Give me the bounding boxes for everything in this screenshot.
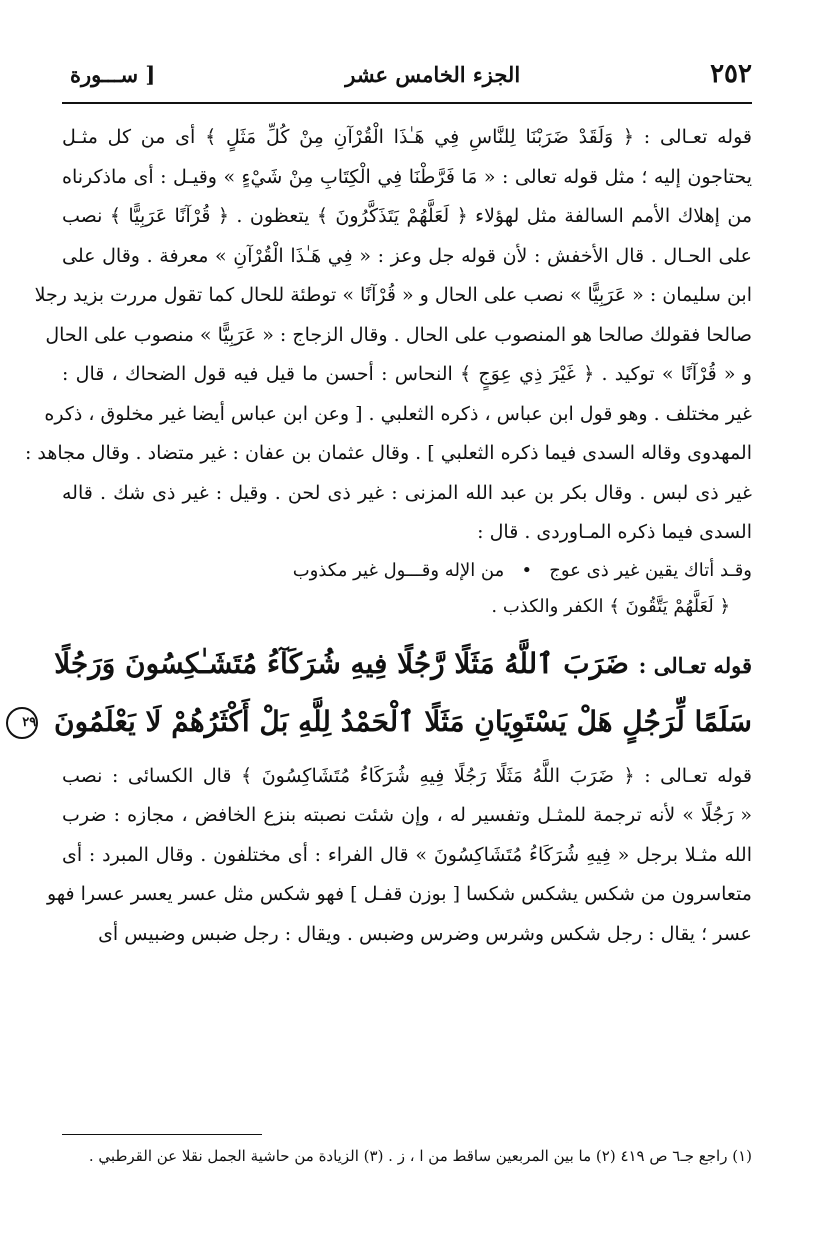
poem-hemistich-2: من الإله وقـــول غير مكذوب — [292, 559, 505, 581]
text-line: المهدوى وقاله السدى فيما ذكره الثعلبي ] . وقال عثمان بن عفان : غير متضاد . وقال مجاهد : — [24, 442, 752, 464]
text-line: ابن سليمان : « عَرَبِيًّا » نصب على الحال و « قُرْآنًا » توطئة للحال كما تقول مررت بزيد رجلا — [34, 284, 752, 306]
text-line: قوله تعـالى : ﴿ وَلَقَدْ ضَرَبْنَا لِلنَّاسِ فِي هَـٰذَا الْقُرْآنِ مِنْ كُلِّ مَثَلٍ ﴾ أى من كل مثـل — [62, 126, 752, 148]
page-body — [22, 118, 752, 954]
text-line: على الحـال . قال الأخفش : لأن قوله جل وعز : « فِي هَـٰذَا الْقُرْآنِ » معرفة . وقال على — [62, 244, 752, 267]
verse-text-2: سَلَمًا لِّرَجُلٍ هَلْ يَسْتَوِيَانِ مَثَلًا ٱلْحَمْدُ لِلَّهِ بَلْ أَكْثَرُهُمْ لَا يَعْلَمُونَ — [54, 704, 752, 738]
footnotes: (١) راجع جـ٦ ص ٤١٩ (٢) ما بين المربعين ساقط من ا ، ز . (٣) الزيادة من حاشية الجمل نقلا عن القرطبي . — [88, 1147, 752, 1165]
verse-text-1: ضَرَبَ ٱللَّهُ مَثَلًا رَّجُلًا فِيهِ شُرَكَآءُ مُتَشَـٰكِسُونَ وَرَجُلًا — [54, 646, 629, 680]
quran-verse-line-2 — [22, 693, 752, 751]
quran-verse-block — [22, 635, 752, 751]
text-line: متعاسرون من شكس يشكس شكسا [ بوزن قفـل ] فهو شكس مثل عسر يعسر عسرا فهو — [46, 883, 752, 905]
text-line: السدى فيما ذكره المـاوردى . قال : — [477, 521, 752, 543]
poem-hemistich-1: وقـد أتاك يقين غير ذى عوج — [549, 559, 752, 581]
book-page — [22, 0, 752, 1252]
page-number: ٢٥٢ — [710, 59, 752, 89]
verse-intro: قوله تعـالى : — [638, 652, 752, 678]
ayah-number-marker: ٢٩ — [6, 707, 38, 739]
text-line: قوله تعـالى : ﴿ ضَرَبَ اللَّهُ مَثَلًا رَجُلًا فِيهِ شُرَكَاءُ مُتَشَاكِسُونَ ﴾ قال الكسائى : نصب — [62, 764, 752, 787]
text-line: من إهلاك الأمم السالفة مثل لهؤلاء ﴿ لَعَلَّهُمْ يَتَذَكَّرُونَ ﴾ يتعظون . ﴿ قُرْآنًا عَرَبِيًّا ﴾ نصب — [62, 205, 752, 227]
text-line: غير ذى لبس . وقال بكر بن عبد الله المزنى : غير ذى لحن . وقيل : غير ذى شك . قاله — [62, 481, 752, 504]
text-line: صالحا فقولك صالحا هو المنصوب على الحال . وقال الزجاج : « عَرَبِيًّا » منصوب على الحال — [45, 323, 752, 346]
text-line: عسر ؛ يقال : رجل شكس وشرس وضرس وضبس . ويقال : رجل ضبس وضبيس أى — [98, 922, 752, 945]
text-line: « رَجُلًا » لأنه ترجمة للمثـل وتفسير له ، وإن شئت نصبته بنزع الخافض ، مجازه : ضرب — [62, 804, 752, 826]
commentary-block-1 — [24, 118, 752, 553]
text-line: غير مختلف . وهو قول ابن عباس ، ذكره الثعلبي . [ وعن ابن عباس أيضا غير مخلوق ، ذكره — [44, 402, 752, 425]
poem-after: ﴿ لَعَلَّهُمْ يَتَّقُونَ ﴾ الكفر والكذب . — [491, 595, 730, 617]
text-line: يحتاجون إليه ؛ مثل قوله تعالى : « مَا فَرَّطْنَا فِي الْكِتَابِ مِنْ شَيْءٍ » وقيـل : أى ماذكرناه — [62, 165, 752, 188]
poem-verse — [62, 553, 752, 589]
footnote-rule — [62, 1134, 262, 1135]
page-header — [62, 54, 752, 94]
surah-label: [ ســـورة — [70, 61, 156, 87]
header-rule — [62, 102, 752, 104]
quran-verse-line-1 — [54, 635, 752, 693]
commentary-block-2 — [46, 757, 752, 955]
part-title: الجزء الخامس عشر — [345, 61, 521, 87]
text-line: الله مثـلا برجل « فِيهِ شُرَكَاءُ مُتَشَاكِسُونَ » قال الفراء : أى مختلفون . وقال المبرد : أى — [62, 843, 752, 866]
poem-separator: • — [521, 559, 533, 581]
text-line: و « قُرْآنًا » توكيد . ﴿ غَيْرَ ذِي عِوَجٍ ﴾ النحاس : أحسن ما قيل فيه قول الضحاك ، قال : — [62, 363, 752, 385]
